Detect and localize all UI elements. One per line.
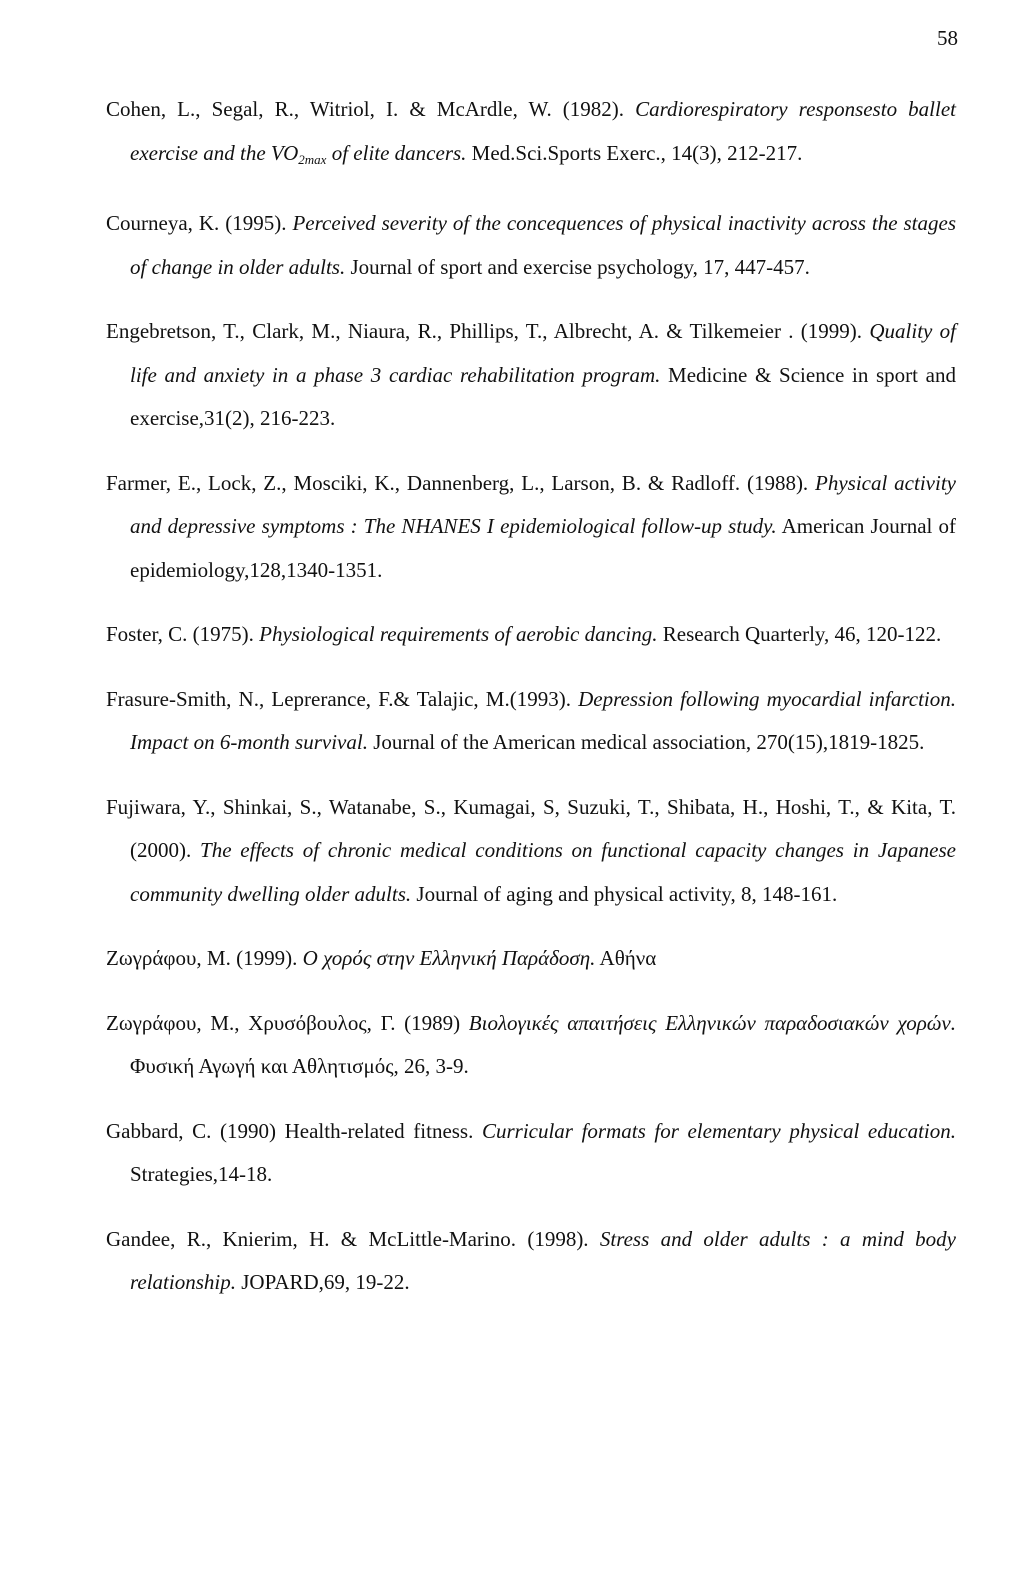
reference-authors: Courneya, K. (1995).	[106, 211, 293, 235]
reference-authors: Cohen, L., Segal, R., Witriol, I. & McArdle, W. (1982).	[106, 97, 636, 121]
reference-title: Ο χορός στην Ελληνική Παράδοση.	[302, 946, 596, 970]
reference-authors: Fujiwara, Y., Shinkai, S., Watanabe, S., Kumagai, S, Suzuki, T., Shibata, H., Hoshi, T., & Kita, T. (2000).	[106, 794, 956, 862]
reference-title: Physiological requirements of aerobic dancing.	[259, 622, 658, 646]
reference-title: Cardiorespiratory responsesto ballet exercise and the VO	[130, 97, 956, 165]
reference-source: Research Quarterly, 46, 120-122.	[657, 622, 942, 646]
reference-authors: Engebretson, T., Clark, M., Niaura, R., Phillips, T., Albrecht, A. & Tilkemeier . (1999).	[106, 319, 870, 343]
reference-title: Quality of life and anxiety in a phase 3 cardiac rehabilitation program.	[130, 319, 956, 387]
reference-entry	[106, 613, 956, 657]
reference-source: Αθήνα	[595, 946, 657, 970]
reference-authors: Frasure-Smith, N., Leprerance, F.& Talajic, M.(1993).	[106, 686, 579, 711]
reference-source: Journal of the American medical association, 270(15),1819-1825.	[367, 730, 925, 754]
reference-entry	[106, 937, 956, 981]
reference-source: Φυσική Αγωγή και Αθλητισμός, 26, 3-9.	[130, 1054, 469, 1078]
reference-source: Medicine & Science in sport and exercise,31(2), 216-223.	[130, 362, 956, 430]
reference-title: Depression following myocardial infarction. Impact on 6-month survival.	[130, 686, 956, 754]
reference-entry	[106, 462, 956, 593]
reference-title: Physical activity and depressive symptoms : The NHANES I epidemiological follow-up study.	[130, 470, 956, 538]
reference-source: JOPARD,69, 19-22.	[235, 1270, 410, 1294]
reference-entry	[106, 786, 956, 917]
reference-source: Journal of sport and exercise psychology, 17, 447-457.	[345, 254, 810, 279]
reference-authors: Foster, C. (1975).	[106, 622, 260, 646]
reference-entry	[106, 310, 956, 441]
reference-entry	[106, 1218, 956, 1305]
reference-title: Perceived severity of the concequences of physical inactivity across the stages of change in older adults.	[130, 211, 956, 279]
reference-authors: Ζωγράφου, Μ. (1999).	[106, 946, 303, 970]
reference-list	[106, 88, 956, 1326]
reference-authors: Farmer, E., Lock, Z., Mosciki, K., Dannenberg, L., Larson, B. & Radloff. (1988).	[106, 470, 816, 495]
page-number: 58	[937, 26, 958, 50]
reference-entry	[106, 1002, 956, 1089]
reference-source: American Journal of epidemiology,128,1340-1351.	[130, 514, 956, 582]
reference-authors: Ζωγράφου, Μ., Χρυσόβουλος, Γ. (1989)	[106, 1010, 469, 1035]
reference-entry	[106, 88, 956, 181]
reference-title-continued: of elite dancers.	[326, 140, 467, 165]
reference-source: Med.Sci.Sports Exerc., 14(3), 212-217.	[466, 140, 803, 165]
reference-entry	[106, 1110, 956, 1197]
reference-source: Journal of aging and physical activity, 8, 148-161.	[411, 881, 838, 906]
reference-entry	[106, 678, 956, 765]
reference-title: Βιολογικές απαιτήσεις Ελληνικών παραδοσιακών χορών.	[468, 1010, 956, 1035]
reference-title: The effects of chronic medical conditions on functional capacity changes in Japanese community dwelling older adults.	[130, 838, 956, 906]
reference-title: Stress and older adults : a mind body relationship.	[130, 1226, 956, 1294]
reference-title-subscript: 2max	[298, 151, 327, 167]
reference-authors: Gandee, R., Knierim, H. & McLittle-Marino. (1998).	[106, 1226, 600, 1251]
reference-authors: Gabbard, C. (1990) Health-related fitness.	[106, 1118, 482, 1143]
reference-title: Curricular formats for elementary physical education.	[481, 1118, 956, 1143]
reference-source: Strategies,14-18.	[130, 1162, 273, 1186]
reference-entry	[106, 202, 956, 289]
